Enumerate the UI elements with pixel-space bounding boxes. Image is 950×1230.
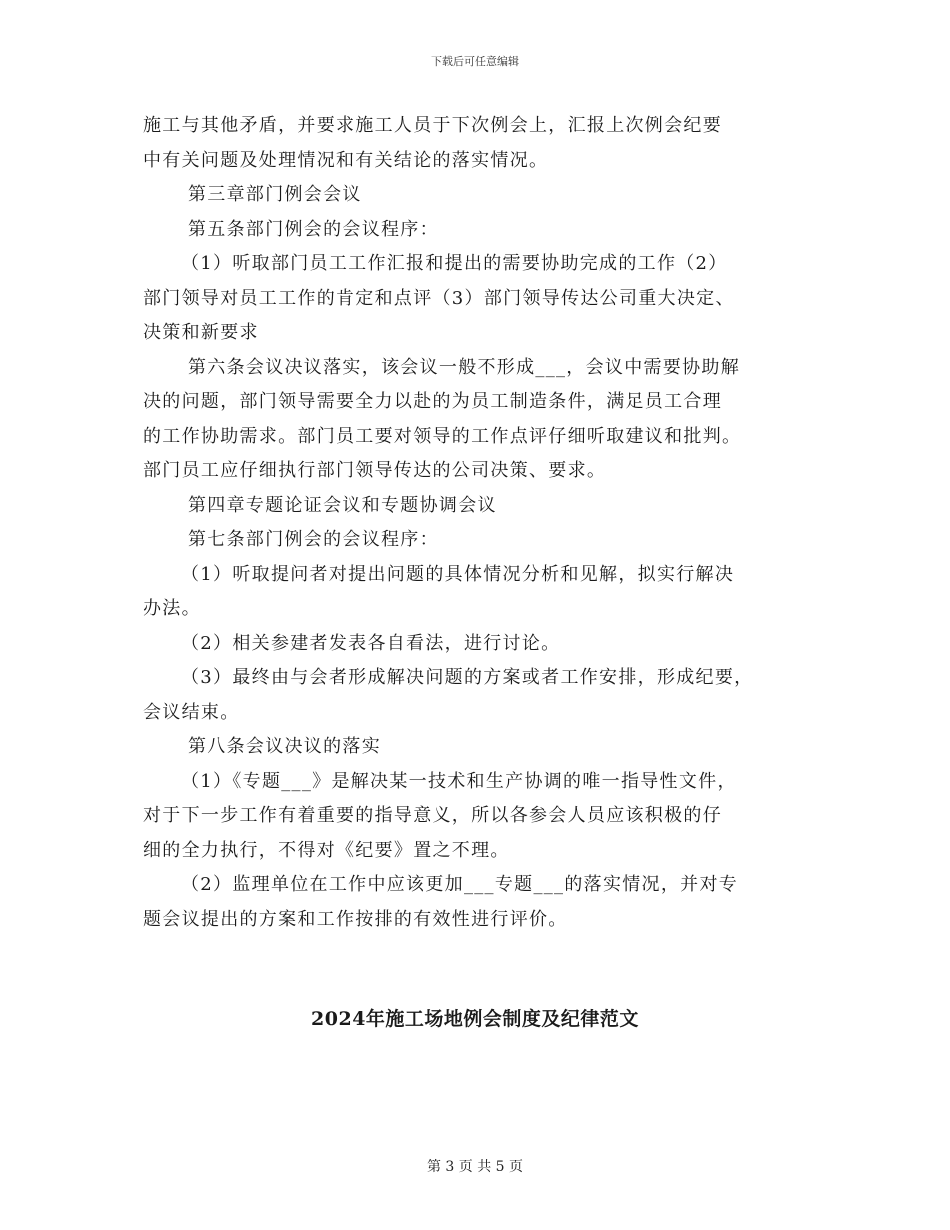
section-title: 2024年施工场地例会制度及纪律范文 <box>311 1008 639 1030</box>
document-body <box>143 109 823 937</box>
body-line: 的工作协助需求。部门员工要对领导的工作点评仔细听取建议和批判。 <box>143 425 742 447</box>
body-line: （1）听取提问者对提出问题的具体情况分析和见解，拟实行解决 <box>181 563 735 585</box>
body-line: （2）监理单位在工作中应该更加___专题___的落实情况，并对专 <box>181 874 739 895</box>
body-line: 题会议提出的方案和工作按排的有效性进行评价。 <box>143 908 568 930</box>
body-line: 对于下一步工作有着重要的指导意义，所以各参会人员应该积极的仔 <box>143 805 722 826</box>
body-line: 中有关问题及处理情况和有关结论的落实情况。 <box>143 149 549 171</box>
body-line: 部门员工应仔细执行部门领导传达的公司决策、要求。 <box>143 460 607 481</box>
body-line: 会议结束。 <box>143 701 240 723</box>
body-line: 第六条会议决议落实，该会议一般不形成___，会议中需要协助解 <box>188 356 740 378</box>
body-line: 施工与其他矛盾，并要求施工人员于下次例会上，汇报上次例会纪要 <box>143 115 722 136</box>
body-line: 部门领导对员工工作的肯定和点评（3）部门领导传达公司重大决定、 <box>143 287 735 309</box>
article-heading: 第七条部门例会的会议程序： <box>188 529 439 550</box>
article-heading: 第八条会议决议的落实 <box>188 736 381 757</box>
page-header: 下载后可任意编辑 <box>431 55 519 68</box>
chapter-heading: 第三章部门例会会议 <box>188 184 362 205</box>
body-line: （3）最终由与会者形成解决问题的方案或者工作安排，形成纪要， <box>181 667 754 688</box>
article-heading: 第五条部门例会的会议程序： <box>188 218 439 240</box>
page-number: 第 3 页 共 5 页 <box>426 1159 524 1175</box>
body-line: （1）《专题___》是解决某一技术和生产协调的唯一指导性文件， <box>181 770 737 792</box>
body-line: 决的问题，部门领导需要全力以赴的为员工制造条件，满足员工合理 <box>143 391 722 412</box>
chapter-heading: 第四章专题论证会议和专题协调会议 <box>188 494 497 516</box>
body-line: （1）听取部门员工工作汇报和提出的需要协助完成的工作（2） <box>181 253 728 274</box>
body-line: 细的全力执行，不得对《纪要》置之不理。 <box>143 839 510 861</box>
body-line: （2）相关参建者发表各自看法，进行讨论。 <box>181 632 561 654</box>
body-line: 办法。 <box>143 598 201 619</box>
body-line: 决策和新要求 <box>143 322 259 343</box>
